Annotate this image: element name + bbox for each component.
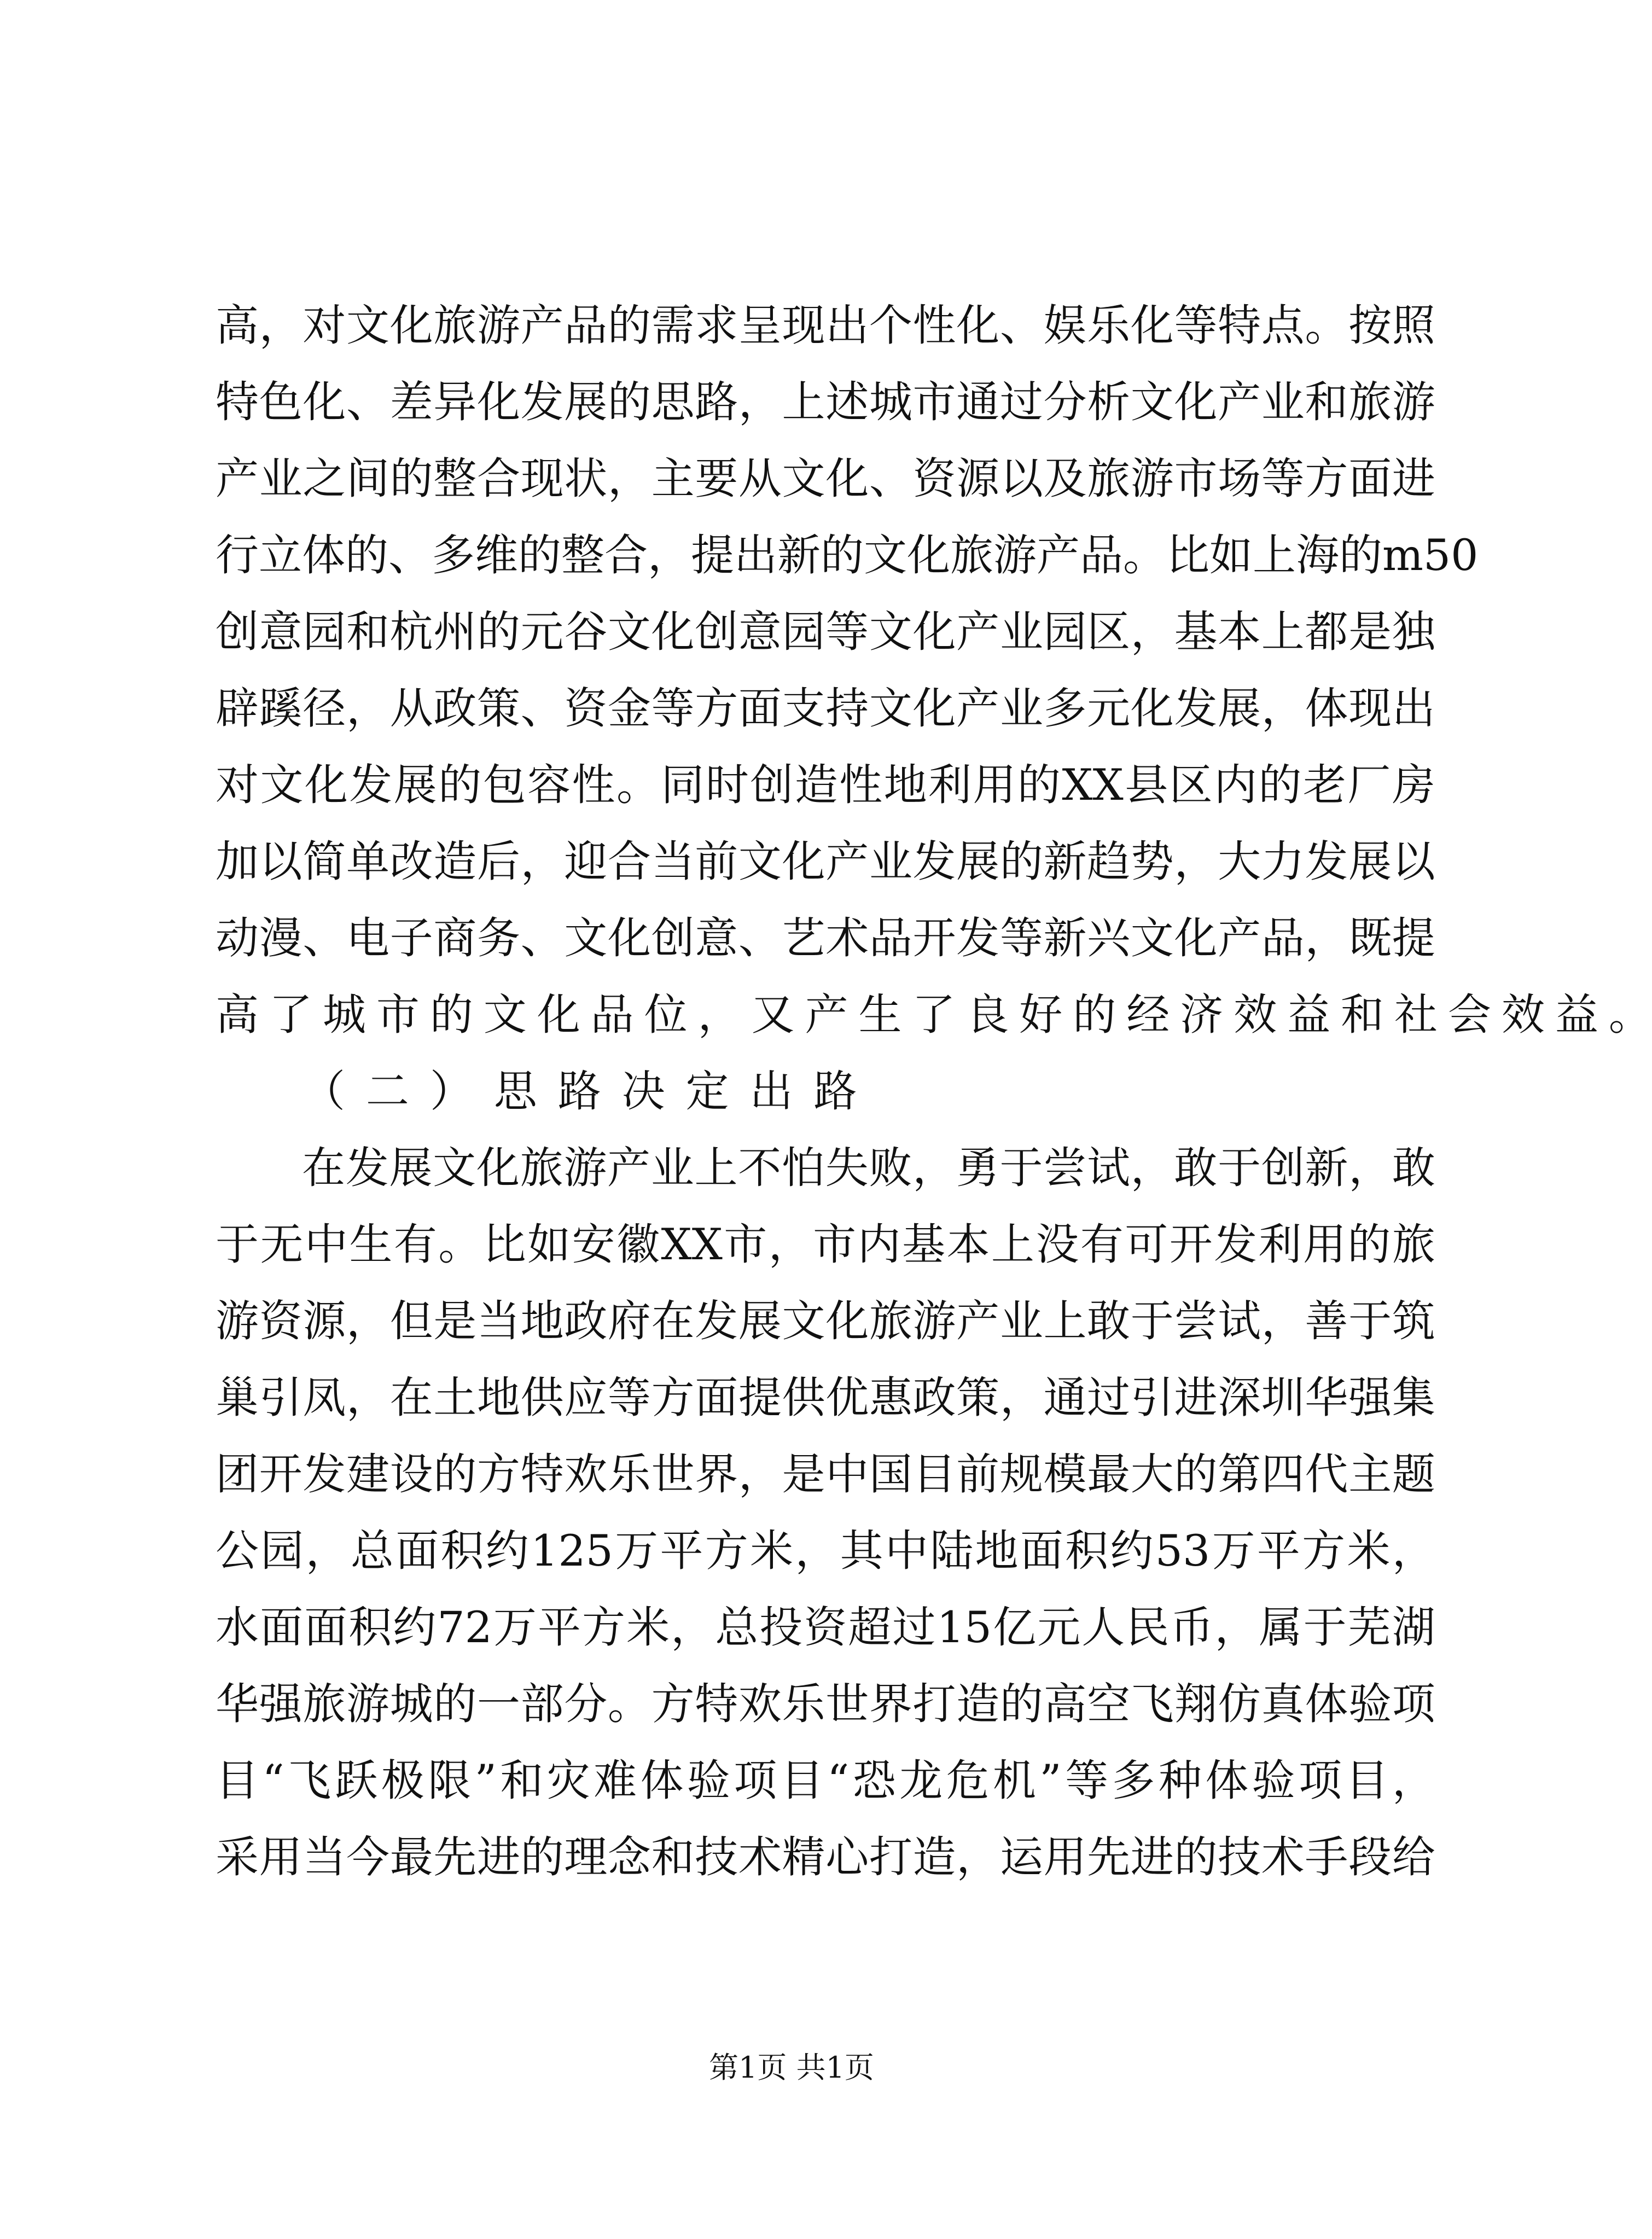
text-line: 对 文 化 发 展 的 包 容 性 。 同 时 创 造 性 地 利 用 的 XX 县 区 内 的 老 厂 房 [216, 760, 1435, 810]
text-line: 团 开 发 建 设 的 方 特 欢 乐 世 界 ， 是 中 国 目 前 规 模 最 大 的 第 四 代 主 题 [216, 1449, 1435, 1499]
text-line: 水 面 面 积 约 72 万 平 方 米 ， 总 投 资 超 过 15 亿 元 人 民 币 ， 属 于 芜 湖 [216, 1602, 1435, 1653]
text-line: 于 无 中 生 有 。 比 如 安 徽 XX 市 ， 市 内 基 本 上 没 有 可 开 发 利 用 的 旅 [216, 1219, 1435, 1270]
document-body [216, 287, 1652, 1895]
text-line: 采 用 当 今 最 先 进 的 理 念 和 技 术 精 心 打 造 ， 运 用 先 进 的 技 术 手 段 给 [216, 1832, 1435, 1882]
text-line: 动 漫 、 电 子 商 务 、 文 化 创 意 、 艺 术 品 开 发 等 新 兴 文 化 产 品 ， 既 提 [216, 913, 1435, 963]
text-line: 行 立 体 的 、 多 维 的 整 合 ， 提 出 新 的 文 化 旅 游 产 品 。 比 如 上 海 的 m50 [216, 530, 1479, 580]
section-heading: （ 二 ） 思 路 决 定 出 路 [302, 1066, 868, 1116]
text-line: 加 以 简 单 改 造 后 ， 迎 合 当 前 文 化 产 业 发 展 的 新 趋 势 ， 大 力 发 展 以 [216, 836, 1435, 887]
text-line: 创 意 园 和 杭 州 的 元 谷 文 化 创 意 园 等 文 化 产 业 园 区 ， 基 本 上 都 是 独 [216, 607, 1435, 657]
paragraph-first-line: 在 发 展 文 化 旅 游 产 业 上 不 怕 失 败 ， 勇 于 尝 试 ， 敢 于 创 新 ， 敢 [302, 1143, 1435, 1193]
text-line: 高 ， 对 文 化 旅 游 产 品 的 需 求 呈 现 出 个 性 化 、 娱 乐 化 等 特 点 。 按 照 [216, 300, 1435, 351]
text-line: 辟 蹊 径 ， 从 政 策 、 资 金 等 方 面 支 持 文 化 产 业 多 元 化 发 展 ， 体 现 出 [216, 683, 1435, 734]
text-line: 华 强 旅 游 城 的 一 部 分 。 方 特 欢 乐 世 界 打 造 的 高 空 飞 翔 仿 真 体 验 项 [216, 1679, 1435, 1729]
text-line: 目 “ 飞 跃 极 限 ” 和 灾 难 体 验 项 目 “ 恐 龙 危 机 ” 等 多 种 体 验 项 目 ， [216, 1755, 1435, 1806]
text-line: 特 色 化 、 差 异 化 发 展 的 思 路 ， 上 述 城 市 通 过 分 析 文 化 产 业 和 旅 游 [216, 377, 1435, 427]
text-line: 公 园 ， 总 面 积 约 125 万 平 方 米 ， 其 中 陆 地 面 积 约 53 万 平 方 米 ， [216, 1526, 1435, 1576]
text-line: 游 资 源 ， 但 是 当 地 政 府 在 发 展 文 化 旅 游 产 业 上 敢 于 尝 试 ， 善 于 筑 [216, 1296, 1435, 1346]
text-line: 巢 引 凤 ， 在 土 地 供 应 等 方 面 提 供 优 惠 政 策 ， 通 过 引 进 深 圳 华 强 集 [216, 1373, 1435, 1423]
page-footer: 第1页 共1页 [709, 2050, 874, 2085]
text-line: 高 了 城 市 的 文 化 品 位 ， 又 产 生 了 良 好 的 经 济 效 益 和 社 会 效 益 。 [216, 990, 1652, 1040]
text-line: 产 业 之 间 的 整 合 现 状 ， 主 要 从 文 化 、 资 源 以 及 旅 游 市 场 等 方 面 进 [216, 453, 1435, 504]
